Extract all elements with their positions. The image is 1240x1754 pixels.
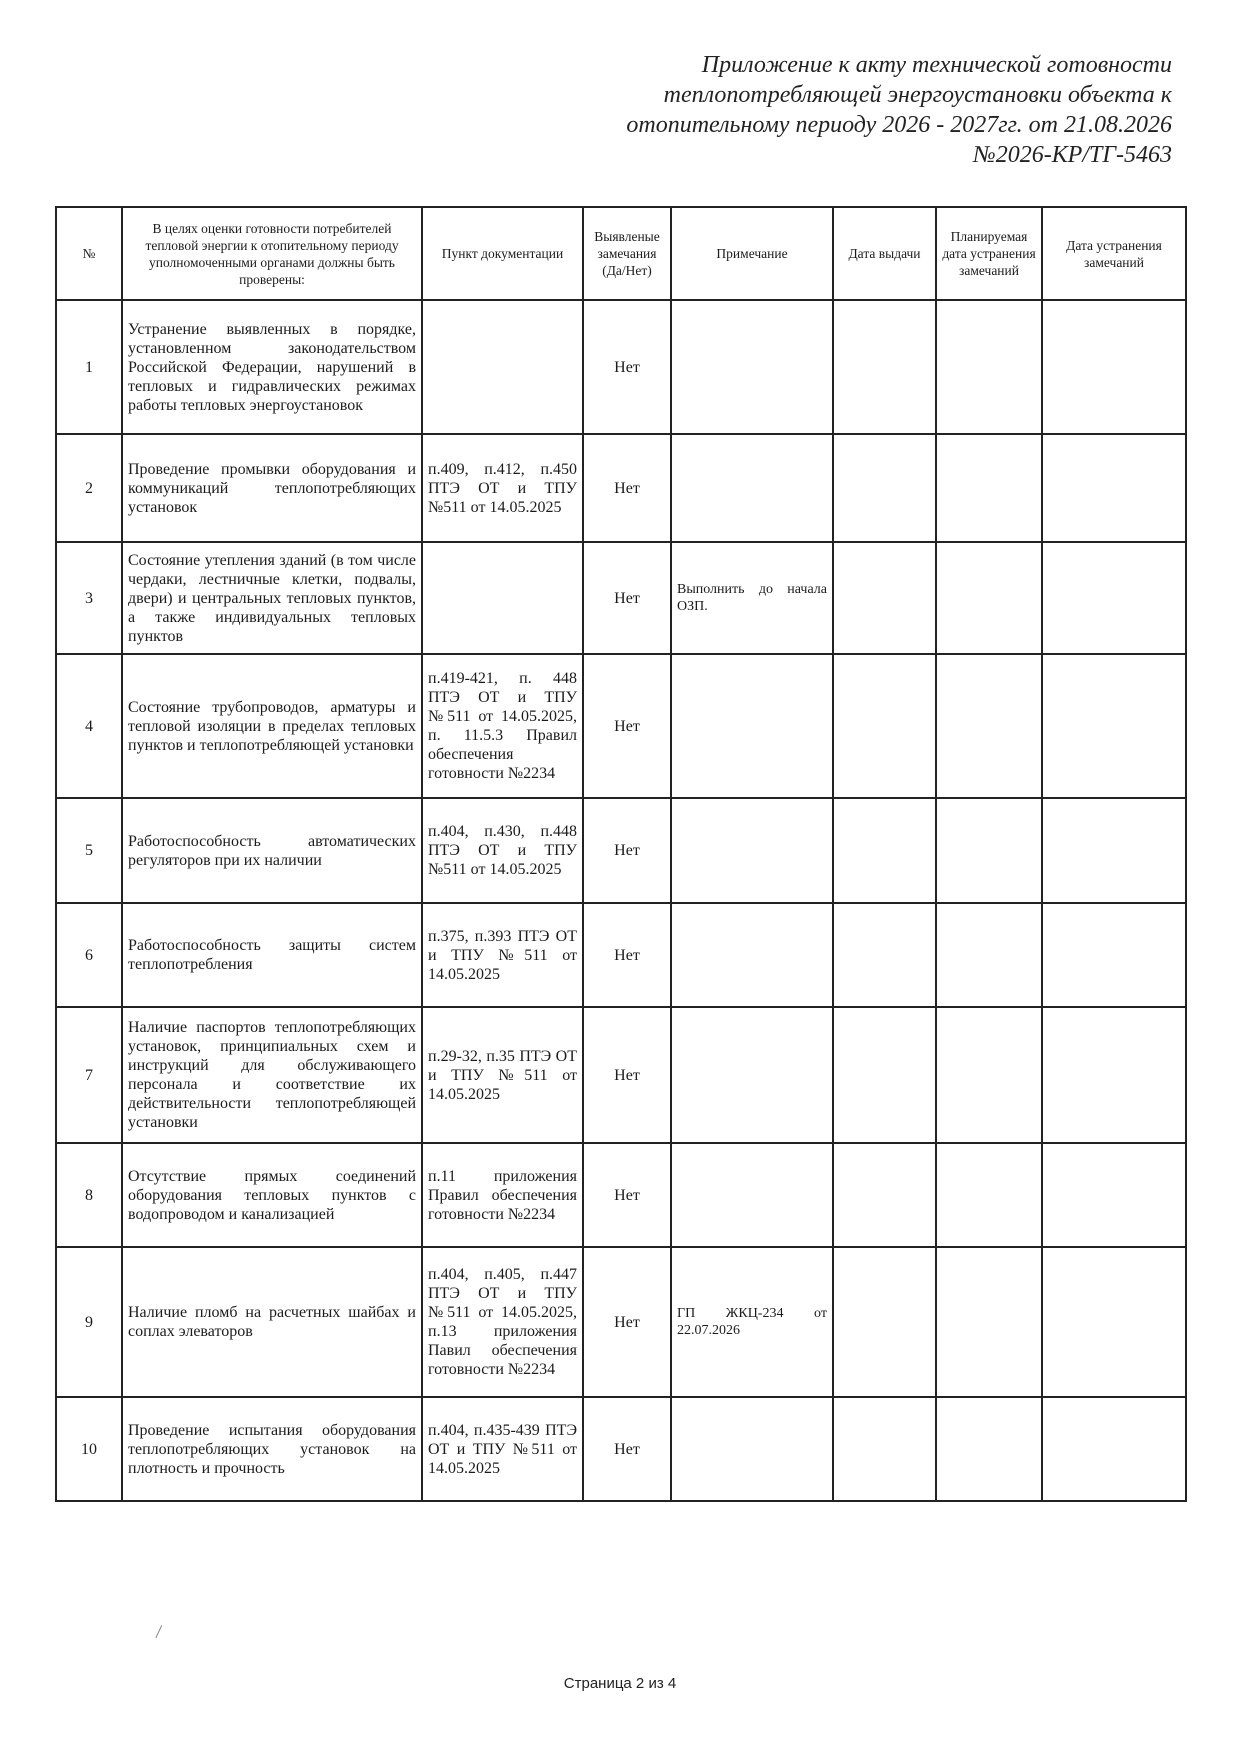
row-planned-date bbox=[936, 542, 1042, 654]
page-number: Страница 2 из 4 bbox=[563, 1675, 677, 1692]
row-number: 7 bbox=[56, 1007, 122, 1143]
row-issues-found: Нет bbox=[583, 300, 671, 434]
row-planned-date bbox=[936, 300, 1042, 434]
row-issues-found: Нет bbox=[583, 1007, 671, 1143]
column-header-doc-clause: Пункт документации bbox=[422, 207, 583, 300]
row-issue-date bbox=[833, 903, 936, 1007]
row-note bbox=[671, 903, 833, 1007]
header-line: теплопотребляющей энергоустановки объекта к bbox=[663, 82, 1172, 108]
row-doc-clause: п.404, п.435-439 ПТЭ ОТ и ТПУ №511 от 14.05.2025 bbox=[422, 1397, 583, 1501]
row-doc-clause bbox=[422, 542, 583, 654]
row-requirement: Работоспособность защиты систем теплопотребления bbox=[122, 903, 422, 1007]
row-issue-date bbox=[833, 798, 936, 903]
row-doc-clause: п.29-32, п.35 ПТЭ ОТ и ТПУ №511 от 14.05.2025 bbox=[422, 1007, 583, 1143]
row-issue-date bbox=[833, 300, 936, 434]
row-number: 2 bbox=[56, 434, 122, 542]
row-issues-found: Нет bbox=[583, 434, 671, 542]
row-planned-date bbox=[936, 798, 1042, 903]
row-issue-date bbox=[833, 1143, 936, 1247]
table-row bbox=[56, 542, 1186, 654]
row-fixed-date bbox=[1042, 903, 1186, 1007]
row-number: 10 bbox=[56, 1397, 122, 1501]
row-planned-date bbox=[936, 434, 1042, 542]
row-requirement: Проведение испытания оборудования теплопотребляющих установок на плотность и прочность bbox=[122, 1397, 422, 1501]
row-requirement: Состояние утепления зданий (в том числе чердаки, лестничные клетки, подвалы, двери) и центральных тепловых пунктов, а также индивидуальных тепловых пунктов bbox=[122, 542, 422, 654]
row-doc-clause: п.404, п.430, п.448 ПТЭ ОТ и ТПУ №511 от 14.05.2025 bbox=[422, 798, 583, 903]
readiness-checklist-table bbox=[55, 206, 1187, 1502]
row-note bbox=[671, 798, 833, 903]
row-note bbox=[671, 300, 833, 434]
row-fixed-date bbox=[1042, 654, 1186, 798]
row-note bbox=[671, 1007, 833, 1143]
row-requirement: Устранение выявленных в порядке, установленном законодательством Российской Федерации, нарушений в тепловых и гидравлических режимах работы тепловых энергоустановок bbox=[122, 300, 422, 434]
row-doc-clause bbox=[422, 300, 583, 434]
row-issue-date bbox=[833, 434, 936, 542]
row-doc-clause: п.419-421, п. 448 ПТЭ ОТ и ТПУ №511 от 14.05.2025, п. 11.5.3 Правил обеспечения готовности №2234 bbox=[422, 654, 583, 798]
row-planned-date bbox=[936, 903, 1042, 1007]
table-row bbox=[56, 798, 1186, 903]
row-planned-date bbox=[936, 1007, 1042, 1143]
table-header-row bbox=[56, 207, 1186, 300]
row-fixed-date bbox=[1042, 434, 1186, 542]
row-requirement: Состояние трубопроводов, арматуры и тепловой изоляции в пределах тепловых пунктов и теплопотребляющей установки bbox=[122, 654, 422, 798]
row-note: Выполнить до начала ОЗП. bbox=[671, 542, 833, 654]
row-doc-clause: п.11 приложения Правил обеспечения готовности №2234 bbox=[422, 1143, 583, 1247]
row-requirement: Наличие паспортов теплопотребляющих установок, принципиальных схем и инструкций для обслуживающего персонала и соответствие их действительности теплопотребляющей установки bbox=[122, 1007, 422, 1143]
row-issue-date bbox=[833, 1397, 936, 1501]
row-number: 9 bbox=[56, 1247, 122, 1397]
header-line: №2026-КР/ТГ-5463 bbox=[973, 142, 1172, 168]
table-row bbox=[56, 1143, 1186, 1247]
row-planned-date bbox=[936, 1397, 1042, 1501]
table-row bbox=[56, 1397, 1186, 1501]
row-fixed-date bbox=[1042, 1007, 1186, 1143]
column-header-issue-date: Дата выдачи bbox=[833, 207, 936, 300]
row-issues-found: Нет bbox=[583, 1143, 671, 1247]
row-fixed-date bbox=[1042, 798, 1186, 903]
row-requirement: Наличие пломб на расчетных шайбах и соплах элеваторов bbox=[122, 1247, 422, 1397]
row-fixed-date bbox=[1042, 1397, 1186, 1501]
row-doc-clause: п.404, п.405, п.447 ПТЭ ОТ и ТПУ №511 от 14.05.2025, п.13 приложения Павил обеспечения готовности №2234 bbox=[422, 1247, 583, 1397]
row-issues-found: Нет bbox=[583, 903, 671, 1007]
column-header-note: Примечание bbox=[671, 207, 833, 300]
row-requirement: Работоспособность автоматических регуляторов при их наличии bbox=[122, 798, 422, 903]
row-number: 5 bbox=[56, 798, 122, 903]
table-row bbox=[56, 654, 1186, 798]
column-header-fixed-date: Дата устранения замечаний bbox=[1042, 207, 1186, 300]
row-planned-date bbox=[936, 1143, 1042, 1247]
row-requirement: Проведение промывки оборудования и коммуникаций теплопотребляющих установок bbox=[122, 434, 422, 542]
row-number: 8 bbox=[56, 1143, 122, 1247]
row-note bbox=[671, 654, 833, 798]
row-fixed-date bbox=[1042, 542, 1186, 654]
table-row bbox=[56, 1247, 1186, 1397]
row-issues-found: Нет bbox=[583, 542, 671, 654]
row-issue-date bbox=[833, 1247, 936, 1397]
header-line: отопительному периоду 2026 - 2027гг. от 21.08.2026 bbox=[626, 112, 1172, 138]
row-issues-found: Нет bbox=[583, 798, 671, 903]
row-note bbox=[671, 1397, 833, 1501]
row-issue-date bbox=[833, 654, 936, 798]
row-issues-found: Нет bbox=[583, 654, 671, 798]
table-row bbox=[56, 1007, 1186, 1143]
row-note: ГП ЖКЦ-234 от 22.07.2026 bbox=[671, 1247, 833, 1397]
pen-mark bbox=[155, 1625, 167, 1641]
header-line: Приложение к акту технической готовности bbox=[701, 52, 1172, 78]
row-issue-date bbox=[833, 1007, 936, 1143]
column-header-issues-found: Выявленые замечания (Да/Нет) bbox=[583, 207, 671, 300]
row-planned-date bbox=[936, 654, 1042, 798]
row-note bbox=[671, 434, 833, 542]
row-fixed-date bbox=[1042, 1247, 1186, 1397]
table-row bbox=[56, 434, 1186, 542]
table-row bbox=[56, 903, 1186, 1007]
document-header bbox=[532, 50, 1172, 170]
row-issues-found: Нет bbox=[583, 1397, 671, 1501]
row-doc-clause: п.409, п.412, п.450 ПТЭ ОТ и ТПУ №511 от 14.05.2025 bbox=[422, 434, 583, 542]
row-issues-found: Нет bbox=[583, 1247, 671, 1397]
row-number: 3 bbox=[56, 542, 122, 654]
column-header-planned-date: Планируемая дата устранения замечаний bbox=[936, 207, 1042, 300]
table-row bbox=[56, 300, 1186, 434]
row-requirement: Отсутствие прямых соединений оборудования тепловых пунктов с водопроводом и канализацией bbox=[122, 1143, 422, 1247]
column-header-requirement: В целях оценки готовности потребителей тепловой энергии к отопительному периоду уполномоченными органами должны быть проверены: bbox=[122, 207, 422, 300]
row-fixed-date bbox=[1042, 300, 1186, 434]
row-doc-clause: п.375, п.393 ПТЭ ОТ и ТПУ №511 от 14.05.2025 bbox=[422, 903, 583, 1007]
row-issue-date bbox=[833, 542, 936, 654]
row-number: 1 bbox=[56, 300, 122, 434]
row-note bbox=[671, 1143, 833, 1247]
row-fixed-date bbox=[1042, 1143, 1186, 1247]
row-number: 4 bbox=[56, 654, 122, 798]
row-number: 6 bbox=[56, 903, 122, 1007]
column-header-number: № bbox=[56, 207, 122, 300]
row-planned-date bbox=[936, 1247, 1042, 1397]
